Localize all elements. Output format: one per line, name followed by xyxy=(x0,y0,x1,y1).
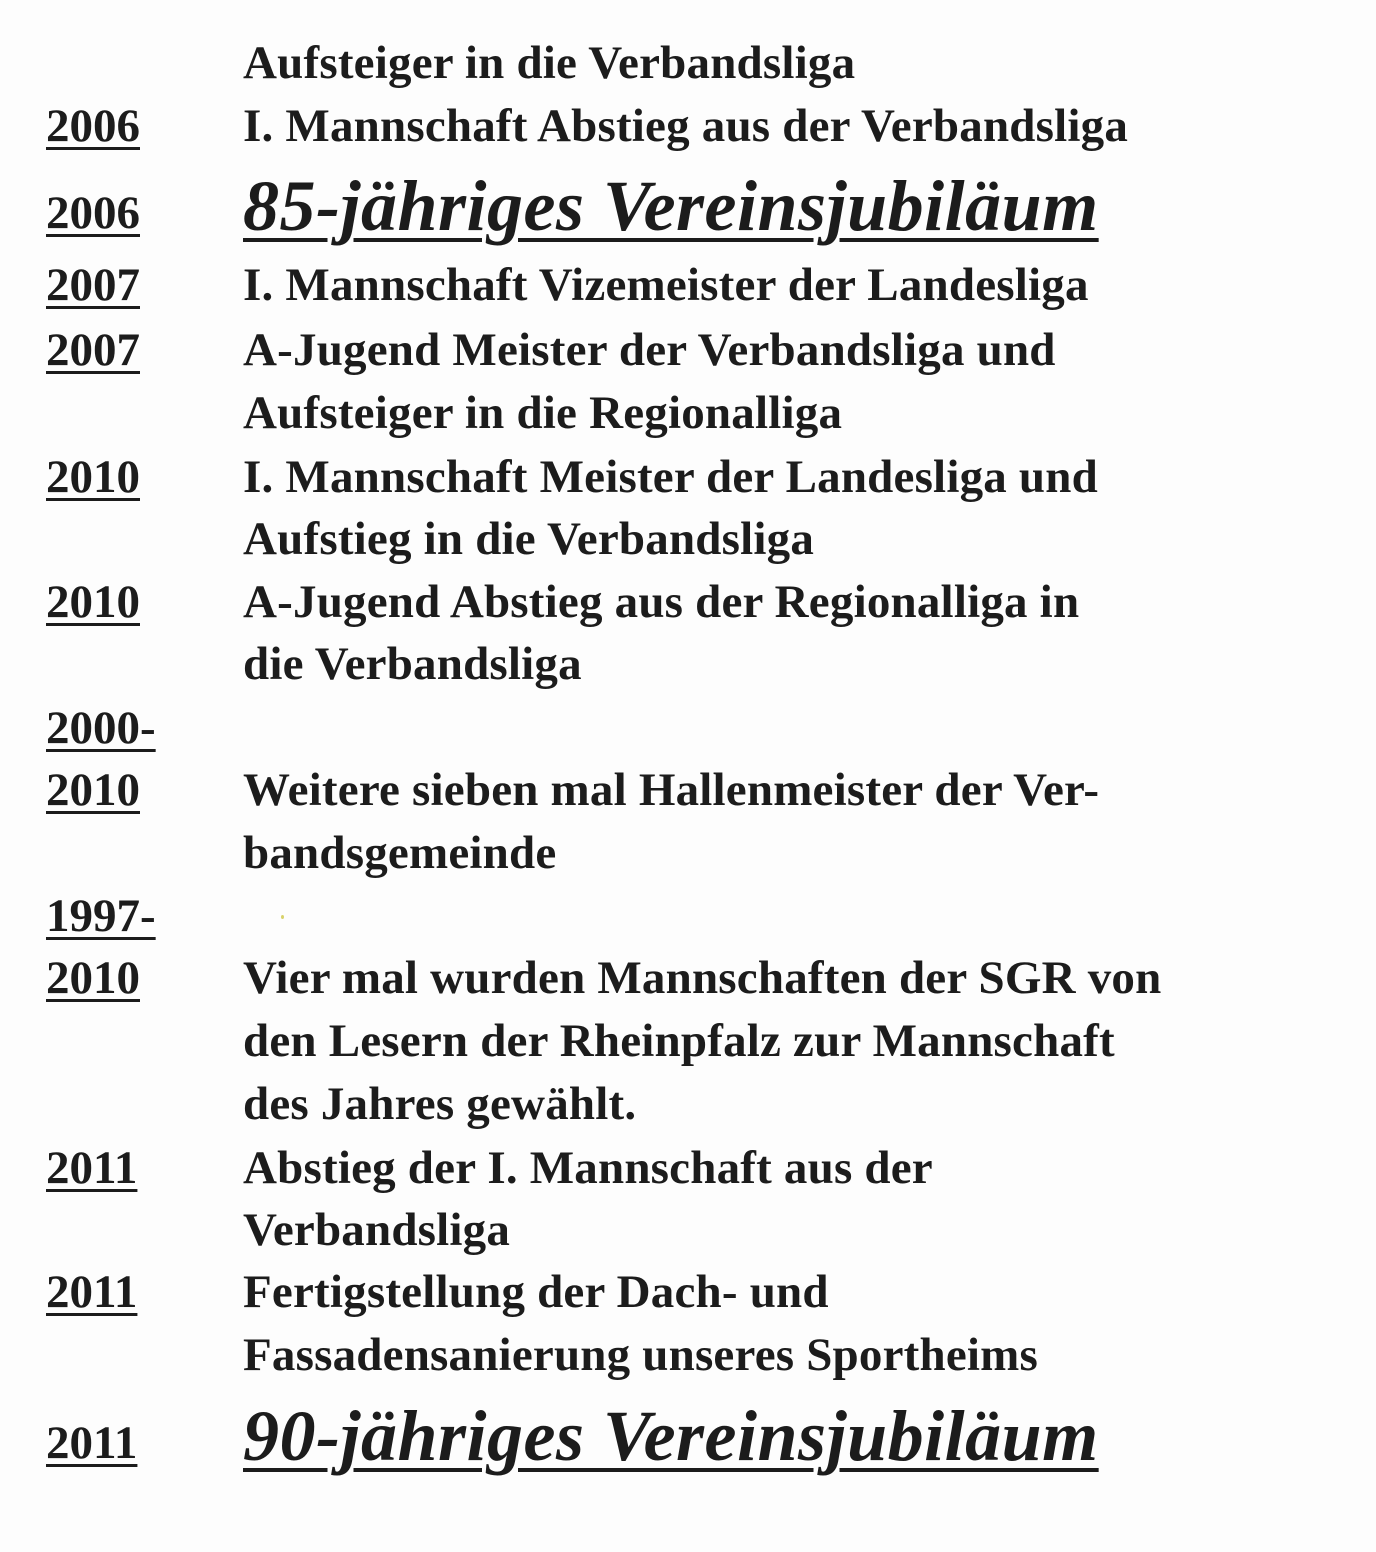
chronicle-text: Verbandsliga xyxy=(243,1204,511,1256)
chronicle-text: Fertigstellung der Dach- und xyxy=(243,1266,829,1318)
chronicle-year: 2010 xyxy=(46,952,140,1004)
chronicle-year: 2006 xyxy=(46,100,140,152)
chronicle-year: 1997- xyxy=(46,890,156,942)
chronicle-text: I. Mannschaft Abstieg aus der Verbandsliga xyxy=(243,100,1129,152)
chronicle-text: A-Jugend Abstieg aus der Regionalliga in xyxy=(243,576,1080,628)
chronicle-text: Weitere sieben mal Hallenmeister der Ver- xyxy=(243,764,1100,816)
chronicle-text: I. Mannschaft Vizemeister der Landesliga xyxy=(243,259,1089,311)
chronicle-text: Aufstieg in die Verbandsliga xyxy=(243,513,815,565)
chronicle-text: Aufsteiger in die Verbandsliga xyxy=(243,37,856,89)
chronicle-year: 2011 xyxy=(46,1266,138,1318)
chronicle-year: 2010 xyxy=(46,764,140,816)
chronicle-year: 2011 xyxy=(46,1417,138,1469)
chronicle-text: Vier mal wurden Mannschaften der SGR von xyxy=(243,952,1162,1004)
chronicle-year: 2007 xyxy=(46,324,140,376)
jubilee-title: 90-jähriges Vereinsjubiläum xyxy=(243,1396,1099,1476)
chronicle-text: Aufsteiger in die Regionalliga xyxy=(243,387,843,439)
chronicle-year: 2010 xyxy=(46,451,140,503)
chronicle-text: den Lesern der Rheinpfalz zur Mannschaft xyxy=(243,1015,1115,1067)
scan-speck xyxy=(281,915,284,919)
chronicle-year: 2007 xyxy=(46,259,140,311)
chronicle-text: A-Jugend Meister der Verbandsliga und xyxy=(243,324,1056,376)
chronicle-year: 2011 xyxy=(46,1142,138,1194)
chronicle-text: bandsgemeinde xyxy=(243,827,557,879)
chronicle-text: des Jahres gewählt. xyxy=(243,1078,637,1130)
chronicle-year: 2006 xyxy=(46,187,140,239)
chronicle-text: Abstieg der I. Mannschaft aus der xyxy=(243,1142,933,1194)
chronicle-text: I. Mannschaft Meister der Landesliga und xyxy=(243,451,1098,503)
chronicle-year: 2010 xyxy=(46,576,140,628)
jubilee-title: 85-jähriges Vereinsjubiläum xyxy=(243,166,1099,246)
chronicle-year: 2000- xyxy=(46,702,156,754)
chronicle-text: die Verbandsliga xyxy=(243,638,582,690)
chronicle-text: Fassadensanierung unseres Sportheims xyxy=(243,1329,1039,1381)
